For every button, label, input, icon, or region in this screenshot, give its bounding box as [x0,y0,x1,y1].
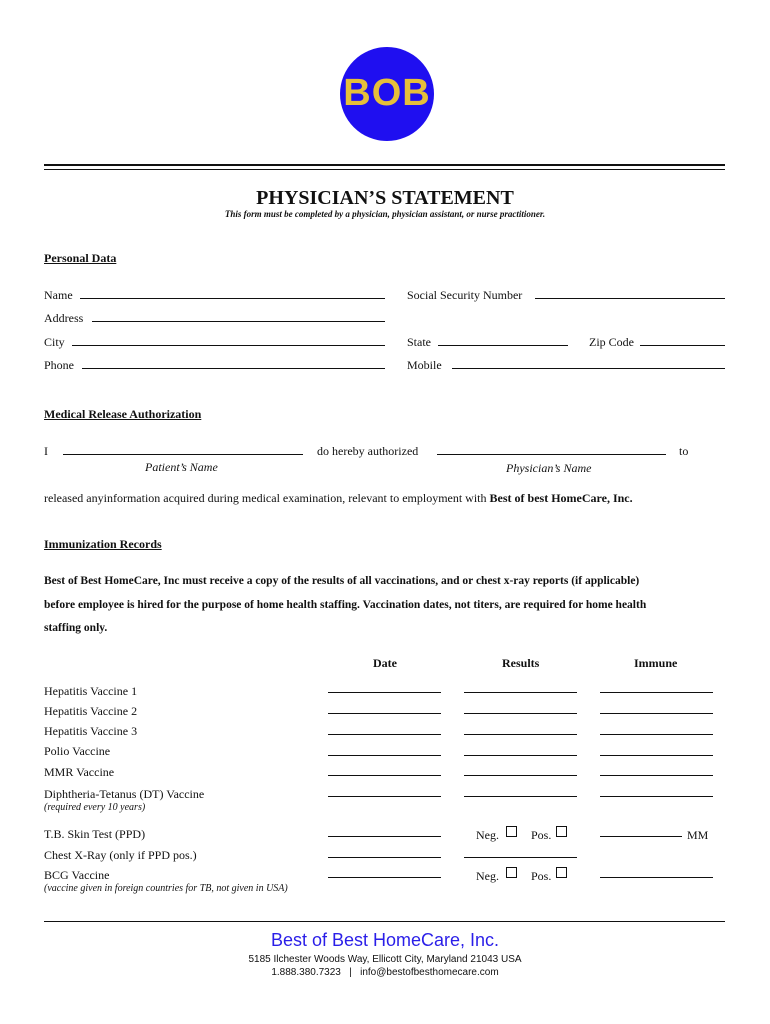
bcg-pos-label: Pos. [531,869,552,883]
patient-name-field[interactable] [63,454,303,455]
tb-pos-label: Pos. [531,828,552,842]
xray-results-field[interactable] [464,857,577,858]
zip-field[interactable] [640,345,725,346]
name-label: Name [44,288,73,302]
tb-label: T.B. Skin Test (PPD) [44,827,146,841]
address-field[interactable] [92,321,385,322]
mmr-immune-field[interactable] [600,775,713,776]
footer-company: Best of Best HomeCare, Inc. [270,930,500,950]
polio-results-field[interactable] [464,755,577,756]
col-immune-header: Immune [634,656,678,670]
vaccine-label-hep1: Hepatitis Vaccine 1 [44,684,138,698]
xray-label: Chest X-Ray (only if PPD pos.) [44,848,197,862]
dt-date-field[interactable] [328,796,441,797]
bcg-pos-checkbox[interactable] [556,867,567,878]
page-subtitle: This form must be completed by a physician, physician assistant, or nurse practitioner. [224,209,546,219]
bcg-date-field[interactable] [328,877,441,878]
logo-text: BOB [343,72,431,114]
page-title: PHYSICIAN’S STATEMENT [256,187,514,209]
city-field[interactable] [72,345,385,346]
col-date-header: Date [373,656,397,670]
hep2-results-field[interactable] [464,713,577,714]
hep3-results-field[interactable] [464,734,577,735]
vaccine-label-hep3: Hepatitis Vaccine 3 [44,724,138,738]
polio-date-field[interactable] [328,755,441,756]
ssn-field[interactable] [535,298,725,299]
bcg-neg-label: Neg. [476,869,499,883]
release-i-label: I [44,444,48,458]
to-label: to [679,444,689,458]
tb-mm-field[interactable] [600,836,682,837]
footer-address: 5185 Ilchester Woods Way, Ellicott City, Maryland 21043 USA [248,954,522,965]
bcg-neg-checkbox[interactable] [506,867,517,878]
footer-rule [44,921,725,922]
release-statement [44,491,633,505]
release-statement-text: released anyinformation acquired during medical examination, relevant to employment with [44,491,487,505]
header-rule-thin [44,169,725,170]
mobile-label: Mobile [407,358,442,372]
mm-label: MM [687,828,709,842]
dt-immune-field[interactable] [600,796,713,797]
hep3-date-field[interactable] [328,734,441,735]
immunization-paragraph-1: Best of Best HomeCare, Inc must receive a copy of the results of all vaccinations, and or chest x-ray reports (if applicable) [44,575,640,587]
immunization-paragraph-2: before employee is hired for the purpose of home health staffing. Vaccination dates, not titers, are required for home health [44,599,647,611]
zip-label: Zip Code [589,335,634,349]
immunization-paragraph-3: staffing only. [44,622,108,634]
xray-date-field[interactable] [328,857,441,858]
state-label: State [407,335,431,349]
name-field[interactable] [80,298,385,299]
mmr-results-field[interactable] [464,775,577,776]
state-field[interactable] [438,345,568,346]
phone-label: Phone [44,358,74,372]
vaccine-label-mmr: MMR Vaccine [44,765,115,779]
polio-immune-field[interactable] [600,755,713,756]
tb-date-field[interactable] [328,836,441,837]
dt-note: (required every 10 years) [44,802,146,813]
dt-results-field[interactable] [464,796,577,797]
physician-name-caption: Physician’s Name [506,461,592,475]
bcg-immune-field[interactable] [600,877,713,878]
hep2-immune-field[interactable] [600,713,713,714]
col-results-header: Results [502,656,540,670]
personal-data-heading: Personal Data [44,251,117,265]
hep1-results-field[interactable] [464,692,577,693]
medical-release-heading: Medical Release Authorization [44,407,202,421]
vaccine-label-hep2: Hepatitis Vaccine 2 [44,704,138,718]
footer-contact: 1.888.380.7323 | info@bestofbesthomecare.com [271,967,499,978]
city-label: City [44,335,65,349]
header-rule-thick [44,164,725,166]
tb-neg-checkbox[interactable] [506,826,517,837]
address-label: Address [44,311,84,325]
hep1-immune-field[interactable] [600,692,713,693]
mmr-date-field[interactable] [328,775,441,776]
hep3-immune-field[interactable] [600,734,713,735]
hep2-date-field[interactable] [328,713,441,714]
hep1-date-field[interactable] [328,692,441,693]
tb-neg-label: Neg. [476,828,499,842]
immunization-heading: Immunization Records [44,537,162,551]
company-logo [340,47,434,141]
tb-pos-checkbox[interactable] [556,826,567,837]
physician-name-field[interactable] [437,454,666,455]
ssn-label: Social Security Number [407,288,523,302]
mobile-field[interactable] [452,368,725,369]
release-company: Best of best HomeCare, Inc. [489,491,633,505]
authorized-label: do hereby authorized [317,444,419,458]
bcg-label: BCG Vaccine [44,868,110,882]
phone-field[interactable] [82,368,385,369]
patient-name-caption: Patient’s Name [145,460,218,474]
bcg-note: (vaccine given in foreign countries for TB, not given in USA) [44,883,288,894]
vaccine-label-dt: Diphtheria-Tetanus (DT) Vaccine [44,787,205,801]
vaccine-label-polio: Polio Vaccine [44,744,111,758]
